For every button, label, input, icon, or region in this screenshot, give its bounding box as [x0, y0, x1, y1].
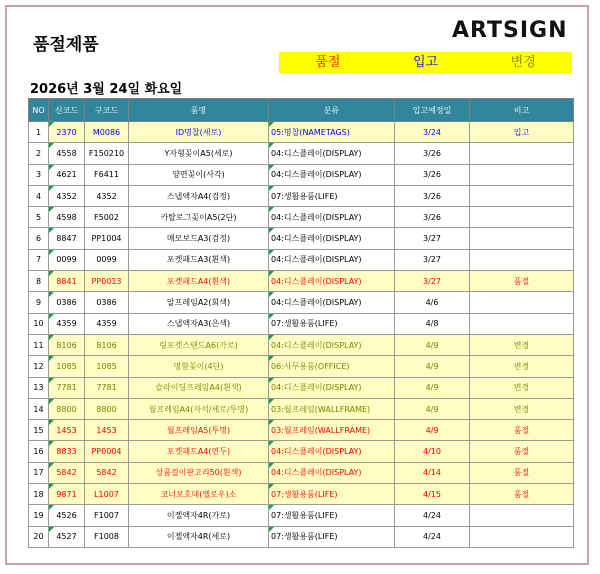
table-row[interactable] [29, 505, 574, 526]
row-number: 13 [29, 377, 49, 398]
table-row[interactable] [29, 420, 574, 441]
category-cell: 06:사무용품(OFFICE) [269, 356, 395, 377]
expected-date-cell: 4/15 [395, 484, 470, 505]
old-code-cell: 4352 [85, 185, 129, 206]
table-row[interactable] [29, 356, 574, 377]
new-code-cell: 7781 [49, 377, 85, 398]
product-name-cell: 양면꽂이(사각) [129, 164, 269, 185]
expected-date-cell: 3/27 [395, 249, 470, 270]
category-cell: 07:생활용품(LIFE) [269, 185, 395, 206]
old-code-cell: 8800 [85, 398, 129, 419]
new-code-cell: 4621 [49, 164, 85, 185]
old-code-cell: F1008 [85, 526, 129, 547]
header-new-code: 신코드 [49, 99, 85, 122]
category-cell: 04:디스플레이(DISPLAY) [269, 143, 395, 164]
product-name-cell: 상품걸이판고리50(흰색) [129, 462, 269, 483]
note-cell: 변경 [470, 377, 574, 398]
legend-out-of-stock: 품절 [315, 55, 341, 70]
new-code-cell: 2370 [49, 122, 85, 143]
old-code-cell: 0099 [85, 249, 129, 270]
product-name-cell: 포켓패드A4(흰색) [129, 271, 269, 292]
row-number: 11 [29, 334, 49, 355]
old-code-cell: 5842 [85, 462, 129, 483]
table-row[interactable] [29, 484, 574, 505]
expected-date-cell: 3/26 [395, 185, 470, 206]
old-code-cell: F150210 [85, 143, 129, 164]
old-code-cell: F5002 [85, 207, 129, 228]
note-cell [470, 249, 574, 270]
table-row[interactable] [29, 377, 574, 398]
old-code-cell: M0086 [85, 122, 129, 143]
row-number: 17 [29, 462, 49, 483]
expected-date-cell: 4/24 [395, 505, 470, 526]
old-code-cell: 8106 [85, 334, 129, 355]
new-code-cell: 8800 [49, 398, 85, 419]
row-number: 5 [29, 207, 49, 228]
category-cell: 07:생활용품(LIFE) [269, 313, 395, 334]
category-cell: 04:디스플레이(DISPLAY) [269, 441, 395, 462]
old-code-cell: 0386 [85, 292, 129, 313]
note-cell [470, 143, 574, 164]
new-code-cell: 1085 [49, 356, 85, 377]
old-code-cell: PP1004 [85, 228, 129, 249]
note-cell [470, 207, 574, 228]
new-code-cell: 0386 [49, 292, 85, 313]
table-row[interactable] [29, 122, 574, 143]
expected-date-cell: 3/27 [395, 271, 470, 292]
row-number: 9 [29, 292, 49, 313]
row-number: 8 [29, 271, 49, 292]
table-row[interactable] [29, 292, 574, 313]
category-cell: 05:명찰(NAMETAGS) [269, 122, 395, 143]
product-name-cell: 이젤액자4R(세로) [129, 526, 269, 547]
note-cell: 품절 [470, 271, 574, 292]
category-cell: 04:디스플레이(DISPLAY) [269, 334, 395, 355]
note-cell: 변경 [470, 356, 574, 377]
new-code-cell: 8841 [49, 271, 85, 292]
new-code-cell: 5842 [49, 462, 85, 483]
note-cell [470, 164, 574, 185]
expected-date-cell: 4/9 [395, 356, 470, 377]
product-name-cell: 메모보드A3(검정) [129, 228, 269, 249]
new-code-cell: 8106 [49, 334, 85, 355]
old-code-cell: 4359 [85, 313, 129, 334]
table-row[interactable] [29, 313, 574, 334]
old-code-cell: F1007 [85, 505, 129, 526]
category-cell: 04:디스플레이(DISPLAY) [269, 462, 395, 483]
table-row[interactable] [29, 185, 574, 206]
row-number: 20 [29, 526, 49, 547]
old-code-cell: 7781 [85, 377, 129, 398]
category-cell: 07:생활용품(LIFE) [269, 526, 395, 547]
product-name-cell: Y자형꽂이A5(세로) [129, 143, 269, 164]
note-cell [470, 228, 574, 249]
note-cell [470, 313, 574, 334]
new-code-cell: 4352 [49, 185, 85, 206]
legend-changed: 변경 [510, 55, 536, 70]
note-cell [470, 292, 574, 313]
expected-date-cell: 4/8 [395, 313, 470, 334]
product-name-cell: 알프레임A2(회색) [129, 292, 269, 313]
table-header-row [29, 99, 574, 122]
row-number: 2 [29, 143, 49, 164]
product-name-cell: 링포켓스탠드A6(가로) [129, 334, 269, 355]
header-product-name: 품명 [129, 99, 269, 122]
old-code-cell: 1453 [85, 420, 129, 441]
new-code-cell: 4558 [49, 143, 85, 164]
category-cell: 04:디스플레이(DISPLAY) [269, 292, 395, 313]
note-cell: 품절 [470, 462, 574, 483]
table-row[interactable] [29, 398, 574, 419]
expected-date-cell: 4/9 [395, 377, 470, 398]
header-note: 비고 [470, 99, 574, 122]
row-number: 12 [29, 356, 49, 377]
row-number: 15 [29, 420, 49, 441]
product-name-cell: 명함꽂이(4단) [129, 356, 269, 377]
table-row[interactable] [29, 462, 574, 483]
expected-date-cell: 3/24 [395, 122, 470, 143]
note-cell: 변경 [470, 398, 574, 419]
row-number: 19 [29, 505, 49, 526]
expected-date-cell: 4/9 [395, 334, 470, 355]
row-number: 1 [29, 122, 49, 143]
product-name-cell: 이젤액자4R(가로) [129, 505, 269, 526]
old-code-cell: L1007 [85, 484, 129, 505]
old-code-cell: PP0004 [85, 441, 129, 462]
row-number: 10 [29, 313, 49, 334]
report-date: 2026년 3월 24일 화요일 [30, 82, 183, 97]
old-code-cell: F6411 [85, 164, 129, 185]
table-row[interactable] [29, 441, 574, 462]
out-of-stock-table [28, 98, 574, 548]
product-name-cell: 포켓패드A3(흰색) [129, 249, 269, 270]
new-code-cell: 4359 [49, 313, 85, 334]
category-cell: 03:월프레임(WALLFRAME) [269, 420, 395, 441]
table-row[interactable] [29, 228, 574, 249]
header-expected-date: 입고예정일 [395, 99, 470, 122]
expected-date-cell: 3/26 [395, 164, 470, 185]
table-row[interactable] [29, 207, 574, 228]
product-name-cell: 스냅액자A3(은색) [129, 313, 269, 334]
category-cell: 07:생활용품(LIFE) [269, 484, 395, 505]
category-cell: 04:디스플레이(DISPLAY) [269, 164, 395, 185]
expected-date-cell: 4/9 [395, 398, 470, 419]
note-cell: 변경 [470, 334, 574, 355]
row-number: 3 [29, 164, 49, 185]
row-number: 4 [29, 185, 49, 206]
row-number: 14 [29, 398, 49, 419]
expected-date-cell: 4/14 [395, 462, 470, 483]
header-old-code: 구코드 [85, 99, 129, 122]
note-cell [470, 505, 574, 526]
new-code-cell: 9871 [49, 484, 85, 505]
note-cell [470, 185, 574, 206]
product-name-cell: ID명찰(세로) [129, 122, 269, 143]
category-cell: 04:디스플레이(DISPLAY) [269, 249, 395, 270]
note-cell: 입고 [470, 122, 574, 143]
category-cell: 04:디스플레이(DISPLAY) [269, 271, 395, 292]
product-name-cell: 슬라이딩프레임A4(흰색) [129, 377, 269, 398]
new-code-cell: 4527 [49, 526, 85, 547]
expected-date-cell: 4/6 [395, 292, 470, 313]
header-no: NO [29, 99, 49, 122]
table-row[interactable] [29, 271, 574, 292]
expected-date-cell: 4/9 [395, 420, 470, 441]
category-cell: 04:디스플레이(DISPLAY) [269, 207, 395, 228]
expected-date-cell: 4/24 [395, 526, 470, 547]
product-name-cell: 월프레임A5(투명) [129, 420, 269, 441]
legend-restocked: 입고 [412, 55, 439, 70]
new-code-cell: 0099 [49, 249, 85, 270]
table-row[interactable] [29, 249, 574, 270]
table-row[interactable] [29, 164, 574, 185]
table-row[interactable] [29, 334, 574, 355]
page-title: 품절제품 [33, 35, 99, 55]
row-number: 16 [29, 441, 49, 462]
note-cell [470, 526, 574, 547]
expected-date-cell: 4/10 [395, 441, 470, 462]
old-code-cell: PP0013 [85, 271, 129, 292]
category-cell: 03:월프레임(WALLFRAME) [269, 398, 395, 419]
new-code-cell: 1453 [49, 420, 85, 441]
product-name-cell: 스냅액자A4(검정) [129, 185, 269, 206]
note-cell: 품절 [470, 441, 574, 462]
row-number: 6 [29, 228, 49, 249]
old-code-cell: 1085 [85, 356, 129, 377]
new-code-cell: 4526 [49, 505, 85, 526]
product-name-cell: 카탈로그꽂이A5(2단) [129, 207, 269, 228]
product-name-cell: 코너보호대(옐로우)소 [129, 484, 269, 505]
table-row[interactable] [29, 526, 574, 547]
category-cell: 04:디스플레이(DISPLAY) [269, 228, 395, 249]
header-category: 분류 [269, 99, 395, 122]
new-code-cell: 8833 [49, 441, 85, 462]
category-cell: 07:생활용품(LIFE) [269, 505, 395, 526]
row-number: 7 [29, 249, 49, 270]
expected-date-cell: 3/26 [395, 143, 470, 164]
table-row[interactable] [29, 143, 574, 164]
new-code-cell: 8847 [49, 228, 85, 249]
note-cell: 품절 [470, 484, 574, 505]
status-legend-bar [279, 52, 572, 73]
row-number: 18 [29, 484, 49, 505]
product-name-cell: 월프레임A4(자석/세로/투명) [129, 398, 269, 419]
note-cell: 품절 [470, 420, 574, 441]
new-code-cell: 4598 [49, 207, 85, 228]
category-cell: 04:디스플레이(DISPLAY) [269, 377, 395, 398]
brand-logo: ARTSIGN [452, 18, 568, 43]
product-name-cell: 포켓패드A4(연두) [129, 441, 269, 462]
expected-date-cell: 3/27 [395, 228, 470, 249]
expected-date-cell: 3/26 [395, 207, 470, 228]
